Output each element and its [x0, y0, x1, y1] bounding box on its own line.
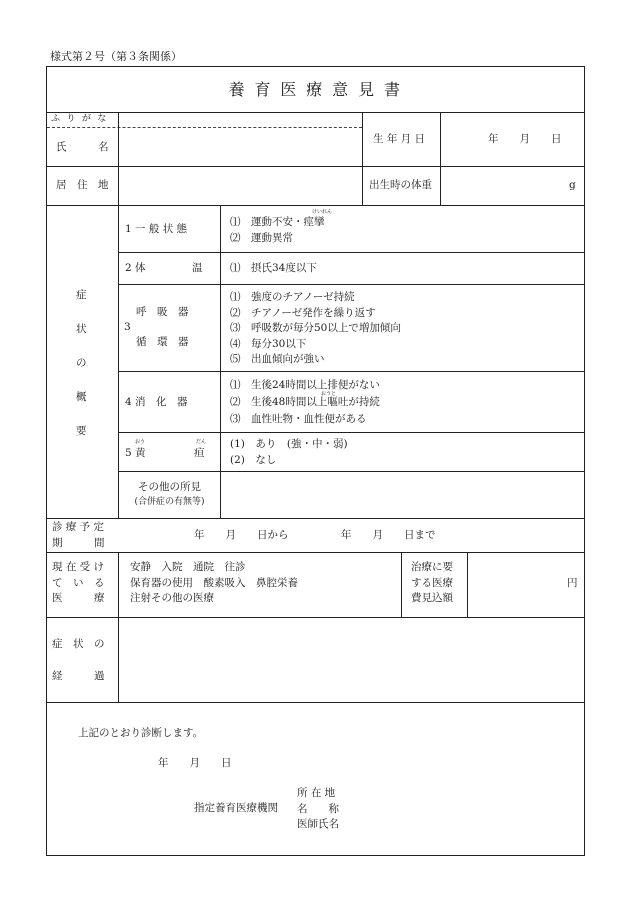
institution-field[interactable]: 医師氏名 — [297, 818, 339, 830]
respiratory-number: 3 — [124, 321, 131, 333]
circulatory-label: 循 環 器 — [136, 336, 189, 348]
respiratory-item: ⑵ チアノーゼ発作を繰り返す — [230, 306, 376, 319]
treatment-label — [52, 560, 105, 607]
birth-weight-unit[interactable]: g — [569, 179, 576, 191]
digestive-item: ⑶ 血性吐物・血性便がある — [230, 413, 367, 425]
treatment-label-line: 現 在 受 け — [52, 561, 105, 573]
treatment-label-line: て い る — [52, 576, 105, 589]
temperature-label-end: 温 — [192, 262, 203, 274]
symptoms-label-1: 症 — [76, 289, 87, 301]
jaundice-number: 5 — [125, 447, 132, 459]
other-findings-field[interactable] — [221, 472, 583, 517]
digestive-items — [230, 377, 380, 428]
symptoms-label-5: 要 — [76, 425, 87, 437]
jaundice-char-2: 疸 — [194, 447, 205, 459]
respiratory-item: ⑷ 毎分30以下 — [230, 337, 307, 350]
birthdate-label: 生 年 月 日 — [373, 133, 426, 145]
jaundice-char-1: 黄 — [135, 447, 146, 459]
cost-label-line: する医療 — [411, 576, 453, 589]
digestive-item: ⑴ 生後24時間以上排便がない — [230, 379, 380, 391]
institution-label: 指定養育医療機関 — [194, 802, 278, 814]
institution-fields — [297, 786, 339, 833]
institution-field[interactable]: 名 称 — [297, 802, 339, 815]
respiratory-item: ⑸ 出血傾向が強い — [230, 353, 325, 365]
jaundice-ruby-1: おう — [135, 439, 146, 445]
general-condition-label: 1 一 般 状 態 — [125, 223, 188, 235]
jaundice-items — [230, 437, 348, 468]
diagnosis-statement: 上記のとおり診断します。 — [78, 727, 204, 739]
other-findings-label: その他の所見 — [138, 481, 201, 493]
other-findings-sublabel: (合併症の有無等) — [134, 497, 205, 507]
birth-weight-label: 出生時の体重 — [369, 179, 432, 191]
respiratory-items — [230, 290, 401, 368]
name-label: 氏 名 — [56, 141, 109, 153]
jaundice-ruby-2: だん — [196, 439, 207, 445]
cost-label — [411, 560, 453, 607]
address-field[interactable] — [119, 167, 361, 204]
temperature-label: 2 体 — [125, 262, 146, 274]
general-ruby: けいれん — [312, 209, 333, 215]
treatment-option[interactable]: 保育器の使用 酸素吸入 鼻腔栄養 — [130, 576, 298, 589]
digestive-label: 4 消 化 器 — [125, 396, 188, 408]
general-item: ⑴ 運動不安・痙攣 — [230, 216, 325, 228]
treatment-options[interactable] — [130, 560, 298, 607]
address-label: 居 住 地 — [56, 179, 109, 191]
digestive-item: ⑵ 生後48時間以上嘔吐が持続 — [230, 396, 380, 408]
treatment-label-line: 医 療 — [52, 592, 105, 604]
treatment-option[interactable]: 注射その他の医療 — [130, 592, 214, 604]
schedule-label-2: 期 間 — [52, 537, 105, 549]
general-condition-items — [230, 215, 325, 246]
cost-label-line: 費見込額 — [411, 592, 453, 604]
general-item: ⑵ 運動異常 — [230, 231, 293, 244]
form-number-label: 様式第２号（第３条関係） — [50, 50, 182, 63]
respiratory-label: 呼 吸 器 — [136, 306, 189, 318]
furigana-label: ふ り が な — [51, 114, 109, 124]
symptoms-label-2: 状 — [76, 323, 87, 335]
page-title: 養 育 医 療 意 見 書 — [228, 80, 403, 99]
diagnosis-date[interactable]: 年 月 日 — [158, 757, 232, 769]
jaundice-item: (1) あり (強・中・弱) — [230, 438, 348, 450]
institution-field[interactable]: 所 在 地 — [297, 787, 336, 799]
cost-label-line: 治療に要 — [411, 561, 453, 573]
digestive-ruby: おうと — [321, 391, 337, 397]
respiratory-item: ⑶ 呼吸数が毎分50以上で増加傾向 — [230, 322, 401, 334]
treatment-option[interactable]: 安静 入院 通院 往診 — [130, 561, 246, 573]
progress-field[interactable] — [119, 618, 583, 701]
progress-label-2: 経 過 — [52, 670, 105, 682]
cost-unit[interactable]: 円 — [567, 577, 578, 589]
birthdate-field[interactable]: 年 月 日 — [488, 133, 562, 145]
schedule-label-1: 診 療 予 定 — [52, 521, 105, 533]
progress-label-1: 症 状 の — [52, 638, 105, 650]
jaundice-item: (2) なし — [230, 453, 277, 466]
symptoms-label-3: の — [76, 357, 87, 369]
schedule-period-field[interactable]: 年 月 日から 年 月 日まで — [194, 529, 436, 541]
temperature-item: ⑴ 摂氏34度以下 — [230, 262, 317, 274]
respiratory-item: ⑴ 強度のチアノーゼ持続 — [230, 291, 355, 303]
symptoms-label-4: 概 — [76, 391, 87, 403]
name-field[interactable] — [119, 128, 361, 165]
furigana-field[interactable] — [119, 113, 361, 126]
